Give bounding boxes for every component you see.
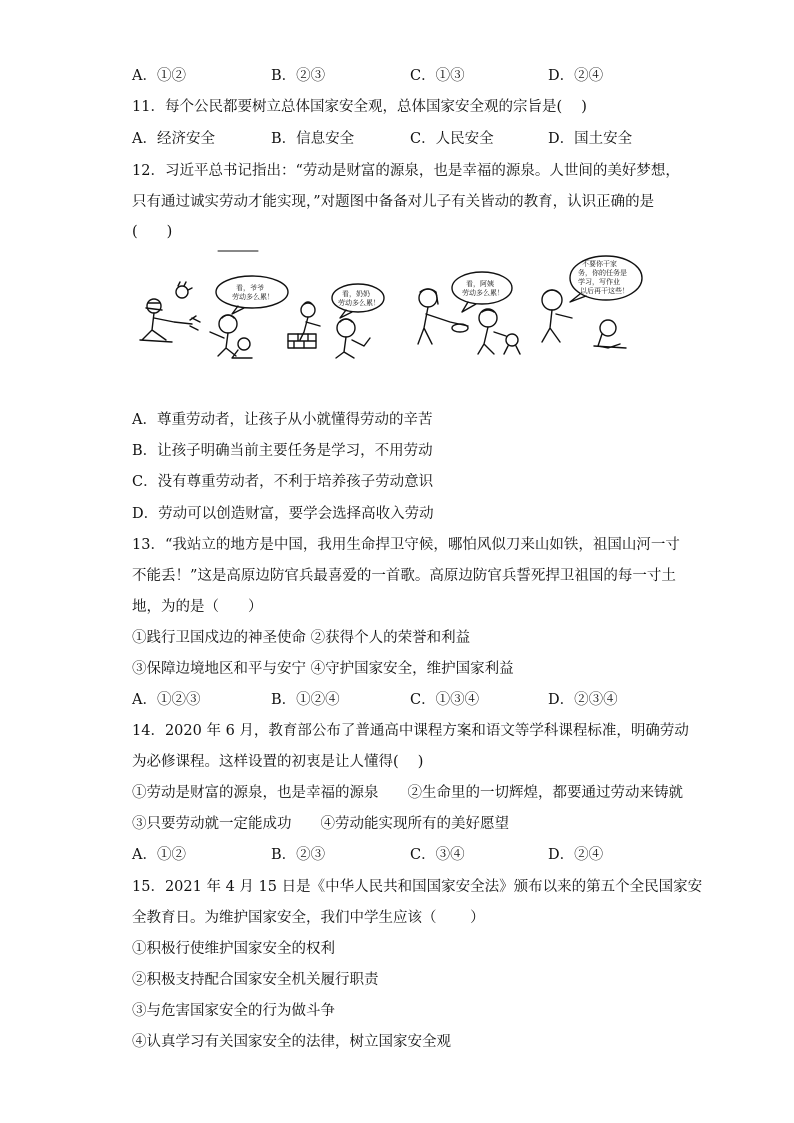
option-a: A．①② (132, 847, 186, 863)
bubble-text-4d: 以后再干这些！ (580, 287, 629, 295)
option-d: D．国土安全 (548, 131, 633, 147)
option-b: B．①②④ (271, 692, 340, 708)
option-a: A．①②③ (132, 692, 201, 708)
cartoon-drawing (132, 248, 662, 370)
bubble-text-3b: 劳动多么累！ (462, 289, 504, 297)
q12-choice-a: A．尊重劳动者，让孩子从小就懂得劳动的辛苦 (132, 412, 433, 428)
option-c: C．③④ (410, 847, 465, 863)
q12-choice-d: D．劳动可以创造财富，要学会选择高收入劳动 (132, 506, 434, 522)
option-d: D．②③④ (548, 692, 618, 708)
bubble-text-1b: 劳动多么累！ (232, 293, 274, 301)
option-b: B．②③ (271, 847, 326, 863)
q13-items-line2: ③保障边境地区和平与安宁 ④守护国家安全，维护国家利益 (132, 661, 514, 677)
option-c: C．人民安全 (410, 131, 494, 147)
bubble-text-2: 看，奶奶 (342, 290, 370, 298)
q14-options (132, 845, 652, 865)
q15-stem-line1: 15．2021 年 4 月 15 日是《中华人民共和国国家安全法》颁布以来的第五个全民国家安 (132, 879, 703, 895)
bubble-text-4: 不要你干家 (582, 260, 617, 268)
option-d: D．②④ (548, 68, 604, 84)
q12-cartoon-image (132, 248, 662, 370)
q14-stem-line1: 14．2020 年 6 月，教育部公布了普通高中课程方案和语文等学科课程标准，明确劳动 (132, 723, 689, 739)
q13-stem-line1: 13．“我站立的地方是中国，我用生命捍卫守候，哪怕风似刀来山如铁，祖国山河一寸 (132, 537, 680, 553)
q15-item-1: ①积极行使维护国家安全的权利 (132, 941, 335, 957)
q11-stem: 11．每个公民都要树立总体国家安全观，总体国家安全观的宗旨是( ) (132, 99, 587, 115)
q14-stem-line2: 为必修课程。这样设置的初衷是让人懂得( ) (132, 754, 424, 770)
cartoon-panel-1 (140, 276, 288, 358)
q14-items-line1: ①劳动是财富的源泉，也是幸福的源泉 ②生命里的一切辉煌，都要通过劳动来铸就 (132, 785, 683, 801)
q12-choice-c: C．没有尊重劳动者，不利于培养孩子劳动意识 (132, 474, 434, 490)
q11-options (132, 129, 652, 149)
q12-stem-line3: ( ) (132, 224, 173, 240)
q12-stem-line1: 12．习近平总书记指出：“劳动是财富的源泉，也是幸福的源泉。人世间的美好梦想， (132, 163, 680, 179)
q14-items-line2: ③只要劳动就一定能成功 ④劳动能实现所有的美好愿望 (132, 816, 509, 832)
q13-options (132, 690, 652, 710)
option-a: A．经济安全 (132, 131, 215, 147)
option-c: C．①③ (410, 68, 465, 84)
q12-stem-line2: 只有通过诚实劳动才能实现，”对题图中备备对儿子有关皆动的教育，认识正确的是 (132, 194, 655, 210)
q12-choice-b: B．让孩子明确当前主要任务是学习，不用劳动 (132, 443, 433, 459)
bubble-text-4c: 学习，写作业 (578, 278, 620, 286)
q15-item-3: ③与危害国家安全的行为做斗争 (132, 1003, 335, 1019)
bubble-text-4b: 务，你的任务是 (578, 269, 627, 277)
q15-stem-line2: 全教育日。为维护国家安全，我们中学生应该（ ） (132, 910, 485, 926)
q13-stem-line3: 地，为的是（ ） (132, 599, 263, 615)
option-b: B．信息安全 (271, 131, 355, 147)
q15-item-4: ④认真学习有关国家安全的法律，树立国家安全观 (132, 1034, 451, 1050)
option-c: C．①③④ (410, 692, 480, 708)
bubble-text-1: 看，爷爷 (236, 284, 264, 292)
q10-options (132, 66, 652, 86)
q15-item-2: ②积极支持配合国家安全机关履行职责 (132, 972, 379, 988)
q13-items-line1: ①践行卫国戍边的神圣使命 ②获得个人的荣誉和利益 (132, 630, 471, 646)
option-d: D．②④ (548, 847, 604, 863)
q13-stem-line2: 不能丢！”这是高原边防官兵最喜爱的一首歌。高原边防官兵誓死捍卫祖国的每一寸土 (132, 568, 676, 584)
option-a: A．①② (132, 68, 186, 84)
bubble-text-2b: 劳动多么累！ (338, 299, 380, 307)
bubble-text-3: 看，阿姨 (466, 280, 494, 288)
option-b: B．②③ (271, 68, 326, 84)
